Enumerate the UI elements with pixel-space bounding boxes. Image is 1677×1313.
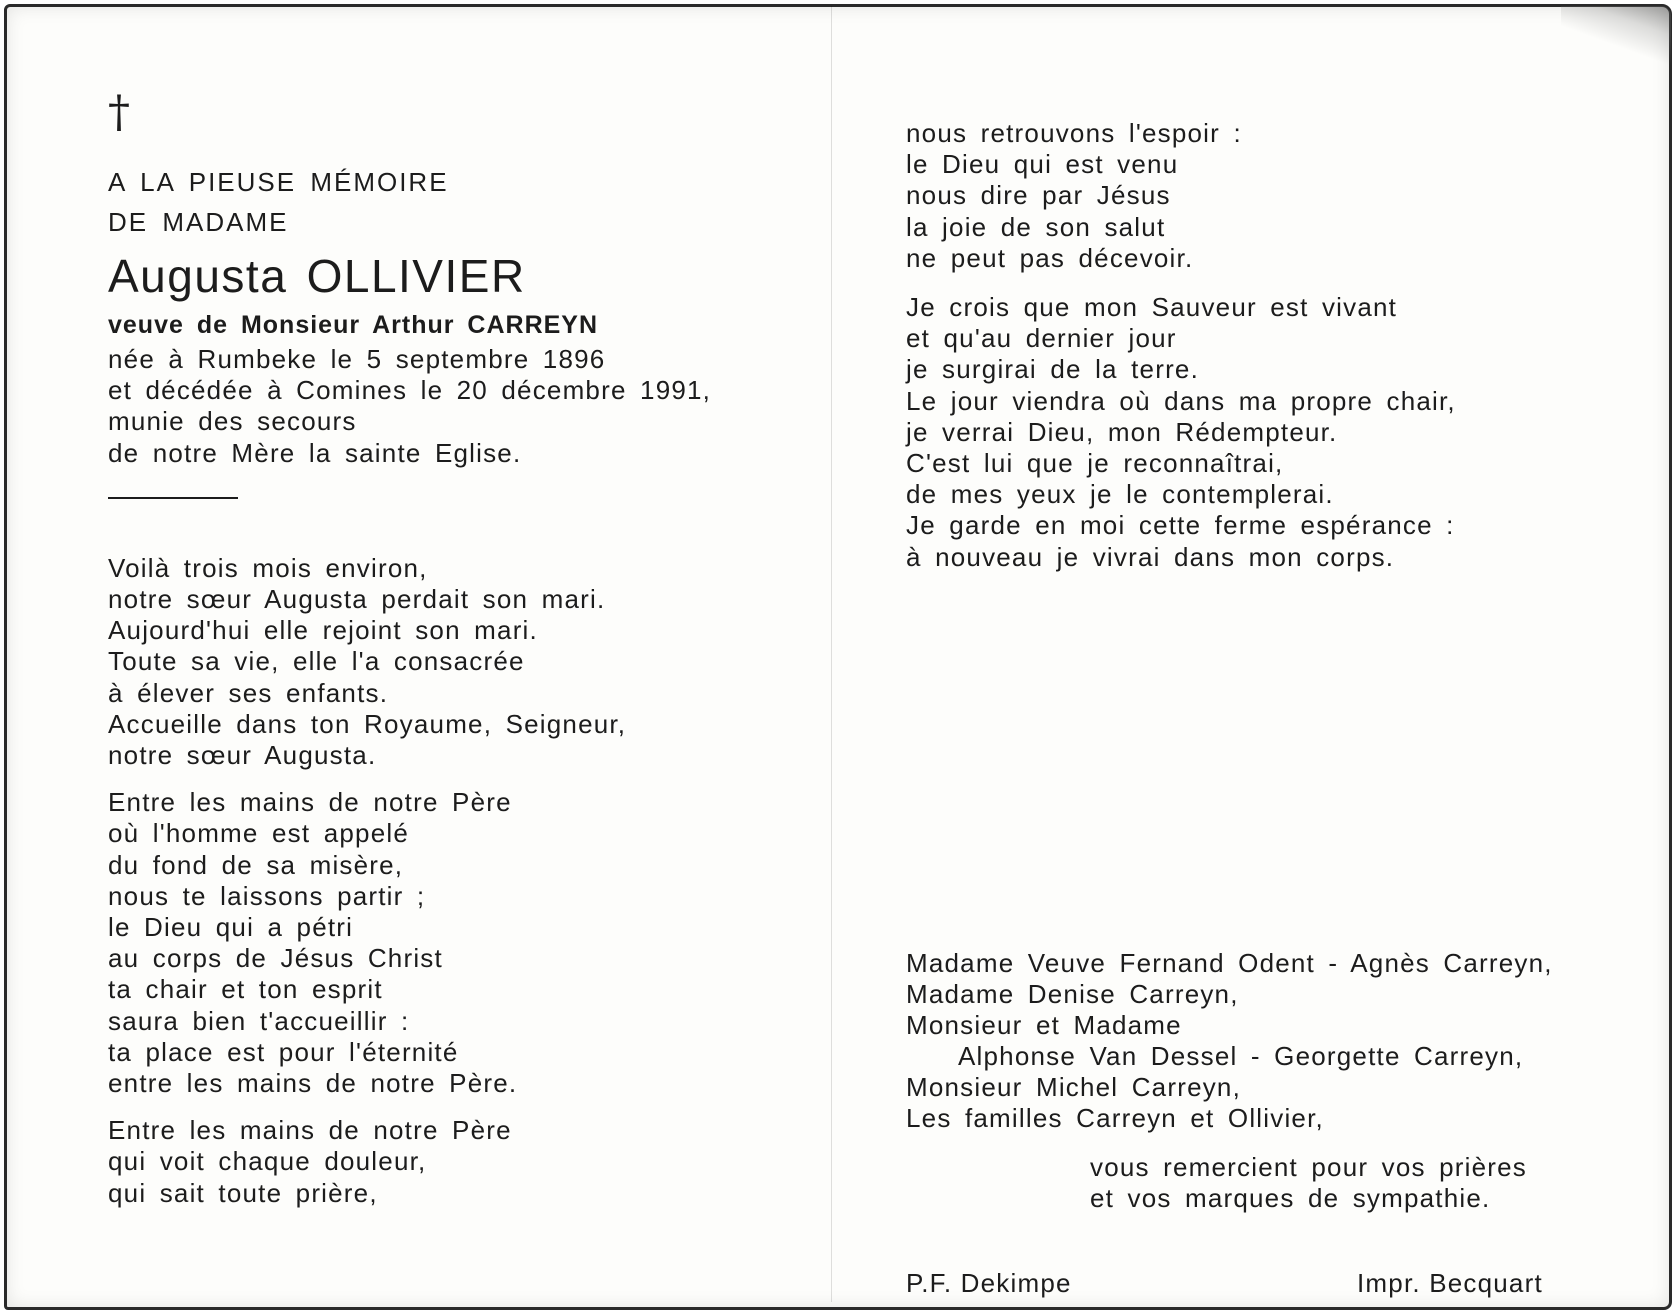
madame-heading: DE MADAME <box>108 207 289 237</box>
family-line: Les familles Carreyn et Ollivier, <box>906 1103 1324 1133</box>
verse-line: ta chair et ton esprit <box>108 974 383 1005</box>
worn-corner <box>1561 6 1671 66</box>
verse-line: à élever ses enfants. <box>108 677 389 708</box>
verse-line: le Dieu qui a pétri <box>108 912 354 943</box>
stanza-5 <box>906 292 1606 573</box>
stanza-1 <box>108 553 798 771</box>
card-fold <box>831 6 832 1302</box>
verse-line: Accueille dans ton Royaume, Seigneur, <box>108 708 627 739</box>
printer-credit: Impr. Becquart <box>1357 1268 1543 1298</box>
verse-line: qui sait toute prière, <box>108 1177 378 1208</box>
verse-line: saura bien t'accueillir : <box>108 1005 410 1036</box>
verse-line: Aujourd'hui elle rejoint son mari. <box>108 615 538 646</box>
verse-line: la joie de son salut <box>906 211 1166 242</box>
family-line: Alphonse Van Dessel - Georgette Carreyn, <box>958 1041 1524 1071</box>
biography-line: de notre Mère la sainte Eglise. <box>108 437 522 468</box>
memorial-heading: A LA PIEUSE MÉMOIRE <box>108 167 449 197</box>
family-line: Madame Veuve Fernand Odent - Agnès Carreyn, <box>906 948 1553 978</box>
family-line: Madame Denise Carreyn, <box>906 979 1239 1009</box>
verse-line: nous dire par Jésus <box>906 180 1171 211</box>
verse-line: Je crois que mon Sauveur est vivant <box>906 292 1398 323</box>
verse-line: le Dieu qui est venu <box>906 149 1179 180</box>
verse-line: je verrai Dieu, mon Rédempteur. <box>906 416 1338 447</box>
verse-line: Entre les mains de notre Père <box>108 1115 512 1146</box>
verse-line: Voilà trois mois environ, <box>108 552 428 583</box>
deceased-name: Augusta OLLIVIER <box>108 250 526 302</box>
biography-line: née à Rumbeke le 5 septembre 1896 <box>108 344 606 374</box>
verse-line: ne peut pas décevoir. <box>906 242 1194 273</box>
verse-line: où l'homme est appelé <box>108 818 409 849</box>
stanza-4 <box>906 118 1606 274</box>
verse-line: C'est lui que je reconnaîtrai, <box>906 448 1284 479</box>
verse-line: notre sœur Augusta. <box>108 740 377 771</box>
biography-line: munie des secours <box>108 406 357 437</box>
verse-line: de mes yeux je le contemplerai. <box>906 479 1334 510</box>
family-list <box>906 948 1626 1134</box>
verse-line: Entre les mains de notre Père <box>108 787 512 818</box>
stanza-3 <box>108 1115 798 1209</box>
left-page <box>108 87 798 1225</box>
divider <box>108 497 238 499</box>
verse-line: au corps de Jésus Christ <box>108 943 443 974</box>
verse-line: je surgirai de la terre. <box>906 354 1200 385</box>
family-line: Monsieur Michel Carreyn, <box>906 1072 1242 1102</box>
verse-line: nous retrouvons l'espoir : <box>906 118 1242 148</box>
biography <box>108 344 798 469</box>
verse-line: Le jour viendra où dans ma propre chair, <box>906 385 1456 416</box>
right-page <box>906 118 1606 591</box>
thanks-note <box>1090 1152 1527 1214</box>
family-line: Monsieur et Madame <box>906 1010 1182 1040</box>
thanks-line: et vos marques de sympathie. <box>1090 1183 1491 1213</box>
verse-line: qui voit chaque douleur, <box>108 1146 427 1177</box>
verse-line: du fond de sa misère, <box>108 849 404 880</box>
thanks-line: vous remercient pour vos prières <box>1090 1152 1527 1182</box>
verse-line: à nouveau je vivrai dans mon corps. <box>906 541 1395 572</box>
verse-line: entre les mains de notre Père. <box>108 1068 518 1099</box>
widow-of: veuve de Monsieur Arthur CARREYN <box>108 311 599 339</box>
verse-line: ta place est pour l'éternité <box>108 1036 459 1067</box>
verse-line: notre sœur Augusta perdait son mari. <box>108 584 606 615</box>
stanza-2 <box>108 787 798 1099</box>
biography-line: et décédée à Comines le 20 décembre 1991, <box>108 375 712 406</box>
verse-line: et qu'au dernier jour <box>906 323 1177 354</box>
cross-symbol: † <box>108 87 132 138</box>
verse-line: nous te laissons partir ; <box>108 880 426 911</box>
verse-line: Toute sa vie, elle l'a consacrée <box>108 646 525 677</box>
verse-line: Je garde en moi cette ferme espérance : <box>906 510 1455 541</box>
undertaker-credit: P.F. Dekimpe <box>906 1268 1072 1298</box>
